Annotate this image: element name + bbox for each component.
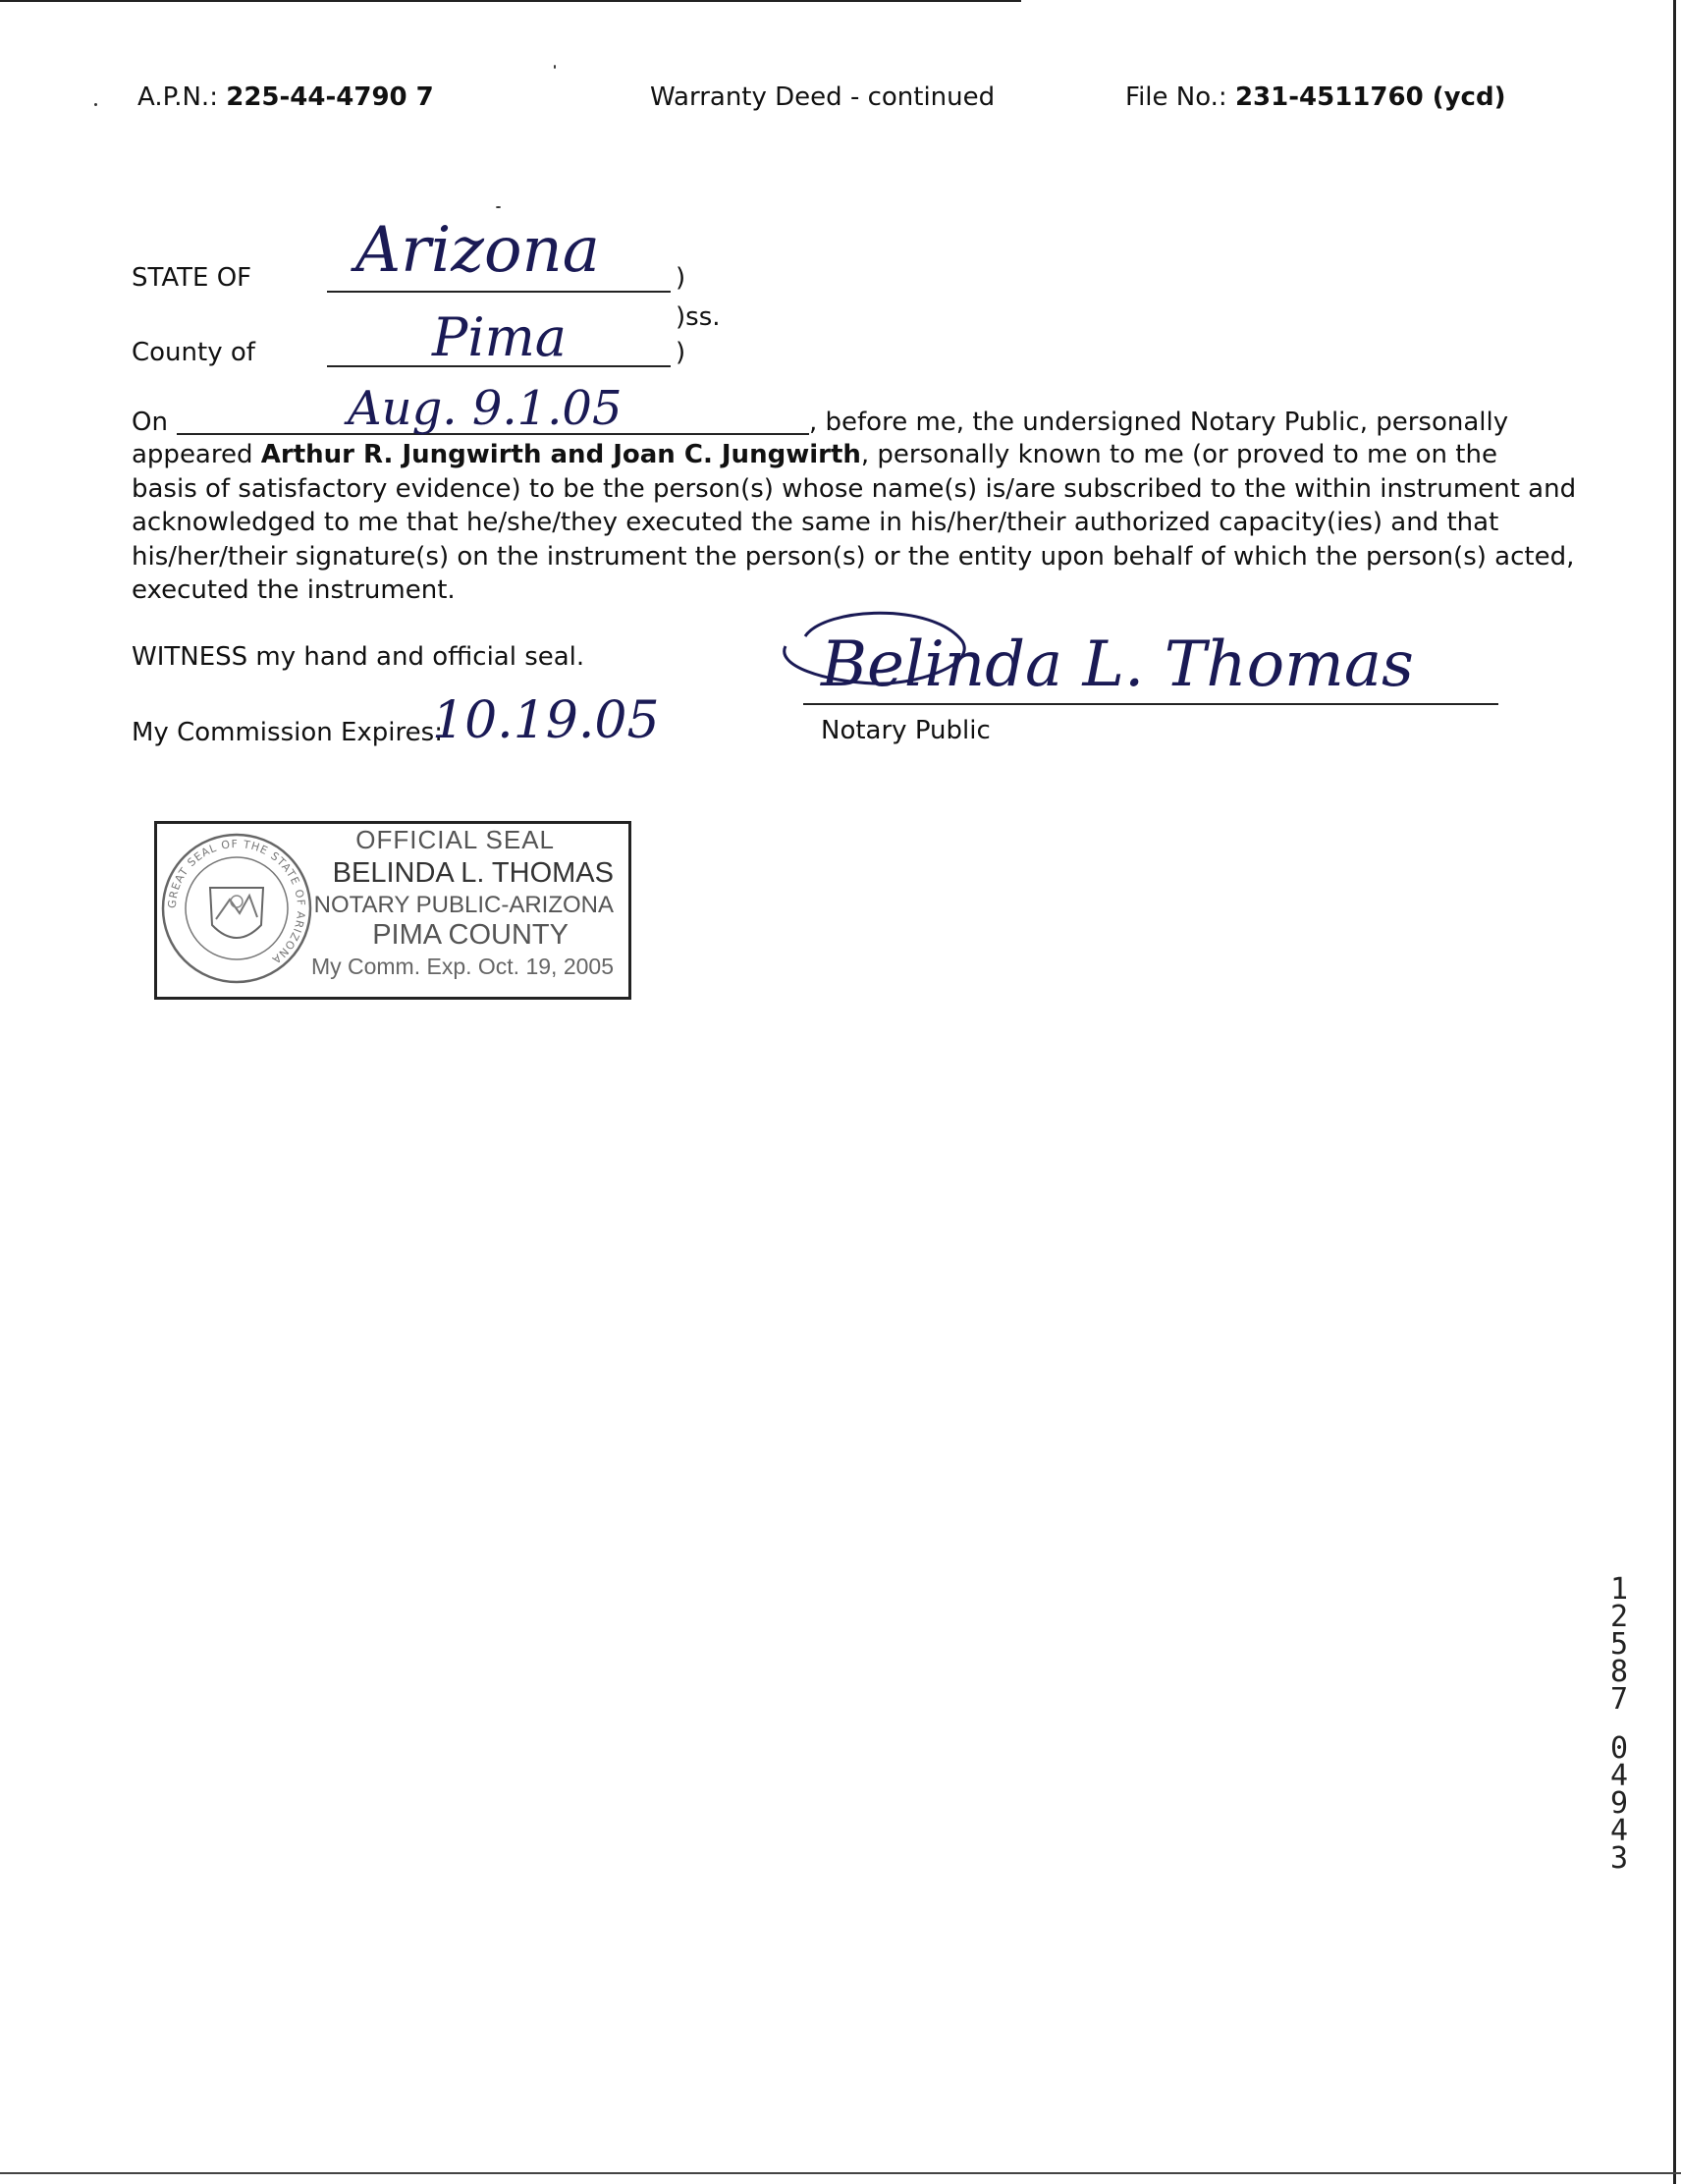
recording-digit: 8 bbox=[1609, 1655, 1629, 1689]
page-top-edge bbox=[0, 0, 1021, 2]
commission-label: My Commission Expires: bbox=[132, 718, 443, 747]
recording-number-vertical bbox=[1604, 1572, 1634, 1876]
apn-value: 225-44-4790 7 bbox=[226, 82, 434, 112]
seal-emblem-text: GREAT SEAL OF THE STATE OF ARIZONA bbox=[165, 837, 308, 967]
scan-speck bbox=[554, 65, 556, 69]
paren-county: ) bbox=[676, 338, 686, 367]
recording-digit: 1 bbox=[1609, 1572, 1629, 1607]
seal-text bbox=[162, 821, 614, 980]
county-handwritten: Pima bbox=[432, 306, 568, 368]
seal-line-county: PIMA COUNTY bbox=[372, 919, 569, 951]
ack-line1-tail: , before me, the undersigned Notary Public, personally bbox=[809, 408, 1509, 437]
scan-speck bbox=[94, 103, 97, 106]
apn-label: A.P.N.: bbox=[137, 82, 218, 112]
recording-digit: 0 bbox=[1609, 1731, 1629, 1766]
file-value: 231-4511760 (ycd) bbox=[1234, 82, 1506, 112]
recording-digit: 4 bbox=[1609, 1814, 1629, 1848]
scan-speck bbox=[496, 206, 501, 208]
state-label: STATE OF bbox=[132, 263, 252, 293]
recording-digit: 7 bbox=[1609, 1682, 1629, 1717]
ack-line2-post: , personally known to me (or proved to me on the bbox=[860, 440, 1497, 469]
state-line bbox=[327, 291, 671, 293]
commission-handwritten: 10.19.05 bbox=[432, 691, 660, 750]
seal-line-notary: NOTARY PUBLIC-ARIZONA bbox=[313, 892, 614, 918]
recording-digit: 3 bbox=[1609, 1841, 1629, 1876]
acknowledgment-body bbox=[132, 438, 1577, 608]
date-handwritten: Aug. 9.1.05 bbox=[348, 381, 623, 436]
file-number-header bbox=[1125, 82, 1505, 112]
seal-line-name: BELINDA L. THOMAS bbox=[332, 857, 614, 889]
notary-signature: Belinda L. Thomas bbox=[821, 628, 1414, 701]
ack-line2 bbox=[132, 438, 1506, 472]
recording-digit: 4 bbox=[1609, 1759, 1629, 1793]
notary-public-label: Notary Public bbox=[821, 716, 991, 745]
page-bottom-edge bbox=[0, 2172, 1681, 2174]
recording-digit: 2 bbox=[1609, 1600, 1629, 1634]
state-handwritten: Arizona bbox=[355, 214, 600, 287]
ss-label: )ss. bbox=[676, 302, 721, 332]
ack-line4: acknowledged to me that he/she/they executed the same in his/her/their authorized capacity(ies) and that bbox=[132, 508, 1499, 537]
seal-line-official: OFFICIAL SEAL bbox=[355, 825, 555, 854]
recording-digit: 5 bbox=[1609, 1627, 1629, 1662]
document-title: Warranty Deed - continued bbox=[650, 82, 996, 112]
ack-line2-pre: appeared bbox=[132, 440, 261, 469]
signer-names: Arthur R. Jungwirth and Joan C. Jungwirth bbox=[260, 440, 861, 469]
county-label: County of bbox=[132, 338, 255, 367]
page-right-edge bbox=[1673, 0, 1676, 2184]
ack-line6: executed the instrument. bbox=[132, 575, 456, 605]
recording-digit: 9 bbox=[1609, 1786, 1629, 1821]
paren-state: ) bbox=[676, 263, 686, 293]
seal-line-expiry: My Comm. Exp. Oct. 19, 2005 bbox=[310, 954, 614, 979]
ack-line5: his/her/their signature(s) on the instrument the person(s) or the entity upon behalf of which the person(s) acted, bbox=[132, 541, 1575, 572]
file-label: File No.: bbox=[1125, 82, 1227, 112]
on-label: On bbox=[132, 408, 168, 437]
ack-line3: basis of satisfactory evidence) to be the person(s) whose name(s) is/are subscribed to the within instrument and bbox=[132, 473, 1577, 504]
apn-header bbox=[137, 82, 434, 112]
witness-text: WITNESS my hand and official seal. bbox=[132, 642, 585, 672]
